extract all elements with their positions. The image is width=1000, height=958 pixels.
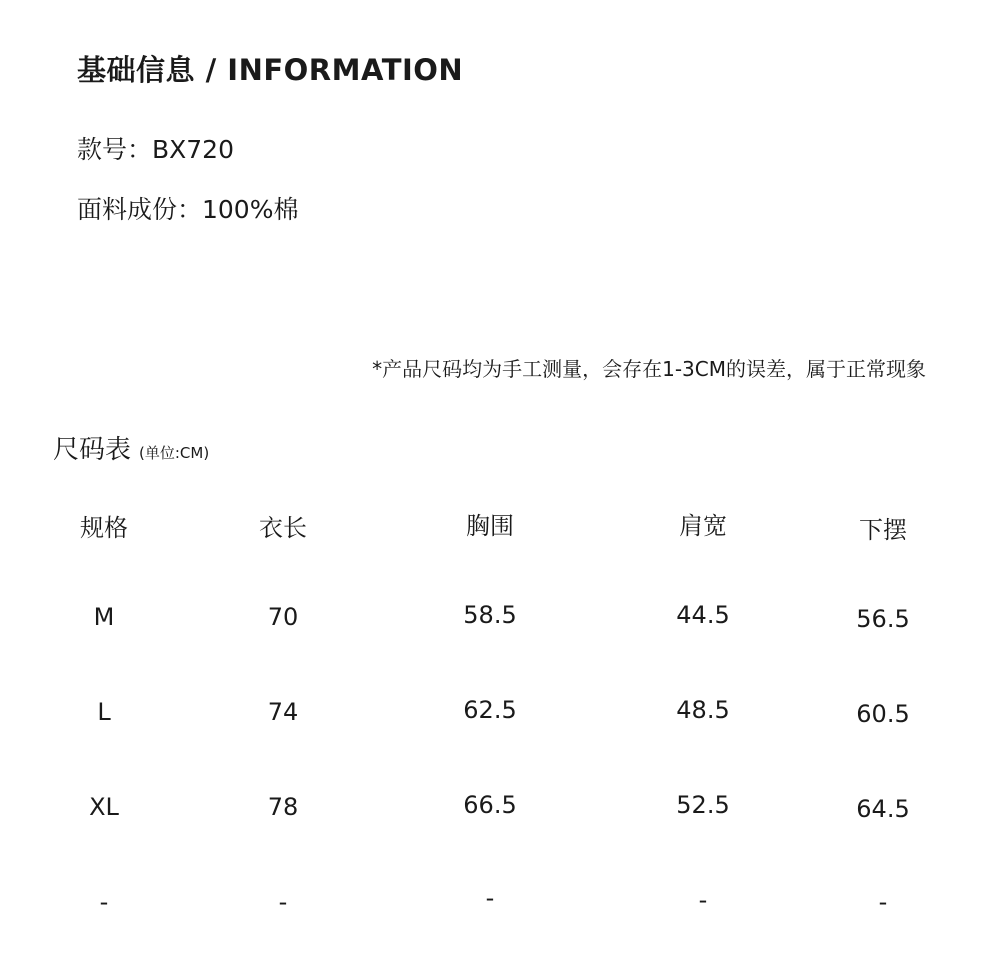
size-chart-heading <box>53 429 209 466</box>
cell-chest: 62.5 <box>463 696 517 724</box>
cell-hem: - <box>878 888 888 916</box>
size-chart-unit: (单位:CM) <box>139 444 210 462</box>
cell-chest: - <box>485 884 495 912</box>
size-chart-title: 尺码表 <box>53 435 132 465</box>
cell-length: - <box>278 888 288 916</box>
header-size: 规格 <box>80 514 128 542</box>
cell-shoulder: 48.5 <box>676 696 730 724</box>
fabric-composition: 面料成份：100%棉 <box>77 195 299 224</box>
cell-shoulder: 52.5 <box>676 791 730 819</box>
cell-chest: 66.5 <box>463 791 517 819</box>
cell-length: 74 <box>267 698 299 726</box>
cell-length: 70 <box>267 603 299 631</box>
cell-chest: 58.5 <box>463 601 517 629</box>
cell-size: XL <box>89 793 119 821</box>
style-number: 款号：BX720 <box>77 135 234 164</box>
cell-hem: 56.5 <box>856 605 910 633</box>
cell-hem: 64.5 <box>856 795 910 823</box>
cell-size: - <box>99 888 109 916</box>
cell-size: M <box>93 603 115 631</box>
header-chest: 胸围 <box>466 512 514 540</box>
cell-shoulder: 44.5 <box>676 601 730 629</box>
measurement-note: *产品尺码均为手工测量，会存在1-3CM的误差，属于正常现象 <box>372 357 926 381</box>
header-shoulder: 肩宽 <box>679 512 727 540</box>
cell-shoulder: - <box>698 886 708 914</box>
cell-length: 78 <box>267 793 299 821</box>
cell-size: L <box>97 698 111 726</box>
page-title: 基础信息 / INFORMATION <box>77 53 464 87</box>
header-length: 衣长 <box>259 514 307 542</box>
cell-hem: 60.5 <box>856 700 910 728</box>
header-hem: 下摆 <box>859 516 907 544</box>
